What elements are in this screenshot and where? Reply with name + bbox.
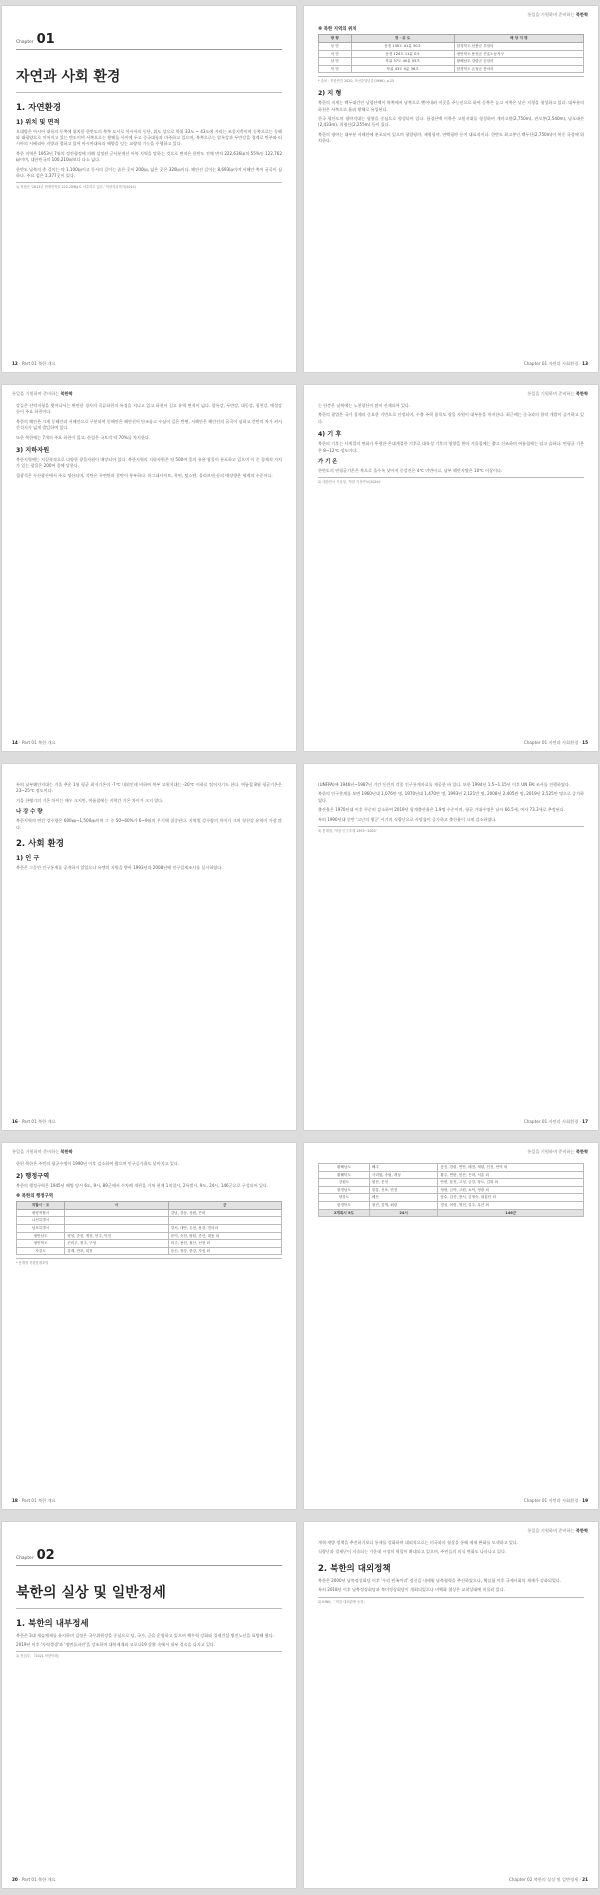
section-heading: 2. 북한의 대외정책 bbox=[318, 1563, 391, 1574]
page-17 bbox=[304, 764, 598, 1130]
paragraph: 북한의 광업은 국가 경제의 중요한 기반으로 인정되며, 수출 주력 품목도 광물 자원이 대부분을 차지한다. 최근에는 중국과의 합작 개발이 증가하고 있다. bbox=[318, 412, 584, 424]
table-header: 해 당 지 명 bbox=[454, 35, 583, 43]
table-row: 자강도 강계, 만포, 희천 동신, 장강, 중강, 자성 외 bbox=[17, 1247, 282, 1255]
table-row: 동 단 동경 130도 41분 50초 함경북도 선봉군 우암리 bbox=[319, 43, 584, 51]
running-header: 통일을 기원하며 준비하는 북한학 bbox=[12, 391, 73, 396]
section-heading: 2. 사회 환경 bbox=[16, 839, 64, 850]
page-footer: 14 · Part 01 북한 개요 bbox=[12, 740, 56, 745]
page-footer: Chapter 01 자연과 사회환경 · 19 bbox=[523, 1498, 588, 1503]
table-caption: ※ 북한의 행정구역 bbox=[16, 1193, 54, 1199]
page-content bbox=[318, 782, 584, 1114]
subsection-heading: 4) 기 후 bbox=[318, 431, 342, 439]
table-row: 북 단 북위 43도 0분 36초 함경북도 온성군 풍서리 bbox=[319, 65, 584, 73]
table-row: 나선특별시 bbox=[17, 1217, 282, 1225]
chapter-label: Chapter 02 bbox=[16, 1548, 55, 1563]
paragraph: 겨울 한랭기의 기온 차이는 매우 크지만, 여름철에는 지역간 기온 차이가 크지 않다. bbox=[16, 797, 164, 803]
paragraph: 한반도 남북의 총 길이는 약 1,100㎞이고 동서의 길이는 좁은 곳이 200㎞, 넓은 곳은 320㎞이다. 해안선 길이는 8,693㎞이며 서해안 쪽이 굴곡이 심하다. 주요 섬은 1,377곳이 있다. bbox=[16, 166, 282, 178]
page-content bbox=[318, 24, 584, 356]
chapter-rule bbox=[16, 49, 282, 50]
page-content bbox=[318, 1161, 584, 1493]
page-21 bbox=[304, 1522, 598, 1888]
table-row: 강원도 원산, 문천 안변, 통천, 고성, 금강, 창도, 김화 외 bbox=[319, 1179, 584, 1187]
paragraph: 오대양은 아시아 대륙의 동쪽에 위치한 한반도의 북쪽 도시로 아시아의 동단, 위도 상으로 북위 33도 ~ 43도에 자리는 조종지축이며 동쪽으로는 동해와 태평양으로 이어지고 있는 반도이며 서쪽으로는 황해를 사이에 두고 중국대륙과 마주하고 있으며, 북쪽으로는 압록강과 두만강을 경계로 만주와 러시아의 시베리아 지방과 접하고 있어 아시아대륙과 해양을 잇는 교량적 기능을 수행하고 있다. bbox=[16, 128, 282, 147]
page-footer: Chapter 01 자연과 사회환경 · 13 bbox=[523, 361, 588, 366]
paragraph: 출산율은 1970년대 이후 꾸준히 감소하여 2019년 합계출산율은 1.9명 수준이며, 평균 기대수명은 남자 66.5세, 여자 73.3세로 추정된다. bbox=[318, 807, 565, 813]
spread-3 bbox=[0, 758, 600, 1137]
page-footer: Chapter 01 자연과 사회환경 · 15 bbox=[523, 740, 588, 745]
page-footer: 20 · Part 01 북한 개요 bbox=[12, 1877, 56, 1882]
page-19 bbox=[304, 1143, 598, 1509]
paragraph: 개혁·개방 정책을 추진하기보다 통제를 강화하며 대외적으로는 미국과의 협상을 통해 제재 완화를 모색하고 있다. bbox=[318, 1540, 519, 1545]
page-footer: 18 · Part 01 북한 개요 bbox=[12, 1498, 56, 1503]
page-content bbox=[16, 1540, 282, 1872]
subsection-heading: 1) 인 구 bbox=[16, 855, 40, 863]
spread-2 bbox=[0, 379, 600, 758]
paragraph: 북한은 그동안 인구통계를 공개하지 않았으나 유엔의 지원을 받아 1993년과 2008년에 인구일제조사를 실시하였다. bbox=[16, 865, 223, 871]
running-header: 통일을 기원하며 준비하는 북한학 bbox=[12, 1149, 73, 1154]
paragraph: 특히 남부해안지대는 겨울 추운 1월 평균 최저기온이 -7℃ 내외인데 비하여 북부 고원지대는 -20℃ 이하로 떨어지기도 한다. 여름철 8월 평균기온은 23~25℃ 정도이다. bbox=[16, 782, 282, 794]
page-20 bbox=[2, 1522, 296, 1888]
section-heading: 1. 북한의 내부정세 bbox=[16, 1618, 89, 1629]
paragraph: 한국 평안도의 평야지대는 평양을 중심으로 형성되어 있다. 함경산맥 이북은 고원지대를 형성하며 개마고원(2,750m), 관모봉(2,540m), 남포태산(2,433m), 희령산(2,255m) 등이 있다. bbox=[318, 115, 584, 128]
chapter-title: 자연과 사회 환경 bbox=[16, 69, 121, 85]
page-14 bbox=[2, 385, 296, 751]
subsection-heading: 3) 지하자원 bbox=[16, 447, 50, 455]
paragraph: 북한의 지세는 백두대간인 낭림산맥이 북쪽에서 남쪽으로 뻗어내려 이곳을 주능선으로 하여 동쪽은 높고 서쪽은 낮은 지형을 형성하고 있다. 대부분의 하천은 서쪽으로 흘러 황해로 유입된다. bbox=[318, 100, 584, 112]
table-total-row: 2개특시 9도 24시 146군 bbox=[319, 1209, 584, 1217]
spread-5 bbox=[0, 1516, 600, 1895]
page-16 bbox=[2, 764, 296, 1130]
table-row: 평안남도 평성, 순천, 개천, 안주, 덕천 문덕, 숙천, 평원, 증산, 대동 외 bbox=[17, 1232, 282, 1240]
paragraph: 북한 지역은 1953년 7월의 정전협정에 의해 설정된 군사분계선 이북 지역을 말하는 것으로 면적은 한반도 전체 면적 222,636㎢의 55%인 122,762㎢이며, 대한민국의 100,210㎢보다 다소 넓다. bbox=[16, 150, 282, 163]
title-rule bbox=[16, 92, 282, 93]
running-header: 통일을 기원하며 준비하는 북한학 bbox=[527, 1149, 588, 1154]
running-header: 통일을 기원하며 준비하는 북한학 bbox=[527, 12, 588, 17]
paragraph: 특히 2018년 이후 남북정상회담과 북미정상회담이 개최되었으나 비핵화 협상은 교착상태에 머물러 있다. bbox=[318, 1587, 505, 1593]
paragraph: 북한의 기후는 사계절의 변화가 뚜렷한 온대계절풍 기후로 대륙성 기후의 영향을 받아 겨울철에는 춥고 건조하며 여름철에는 덥고 습하다. 연평균 기온은 8~12℃ 정도이다. bbox=[318, 441, 584, 453]
table-header: 시 bbox=[65, 1201, 169, 1209]
title-rule bbox=[16, 1608, 282, 1609]
page-content bbox=[16, 403, 282, 735]
paragraph: 한반도의 연평균기온은 북으로 올수록 낮아져 중강진은 4℃ 미만이고, 남부 해안지방은 10℃ 이상이다. bbox=[318, 468, 503, 474]
admin-division-table-continued bbox=[318, 1163, 584, 1217]
admin-division-table bbox=[16, 1201, 282, 1256]
table-row: 평안북도 신의주, 정주, 구성 의주, 용천, 철산, 선천 외 bbox=[17, 1240, 282, 1248]
table-header: 군 bbox=[168, 1201, 281, 1209]
table-note: * 통계청 북한통계포털 bbox=[16, 1258, 282, 1266]
minor-heading: 가 기 온 bbox=[318, 459, 338, 466]
page-content bbox=[318, 1540, 584, 1872]
table-row: 남 단 북위 37도 40분 55초 황해남도 강령군 등암리 bbox=[319, 58, 584, 66]
paragraph: 강들은 산악지형을 벗어나서는 완만한 경사의 곡류하천의 특징을 지니고 있고 하천이 길고 유역 면적이 넓다. 압록강, 두만강, 대동강, 청천강, 예성강 등이 주요 하천이다. bbox=[16, 403, 282, 415]
page-18 bbox=[2, 1143, 296, 1509]
subsection-heading: 2) 지 형 bbox=[318, 90, 342, 98]
chapter-label: Chapter 01 bbox=[16, 32, 55, 47]
table-row: 함경북도 청진, 김책, 회령 경성, 어랑, 명천, 길주, 무산 외 bbox=[319, 1201, 584, 1209]
table-header: 경 · 위 도 bbox=[351, 35, 454, 43]
page-footer: Chapter 02 북한의 실상 및 일반정세 · 21 bbox=[508, 1877, 588, 1882]
table-row: 서 단 동경 124도 11분 0초 평안북도 용천군 진흥노동자구 bbox=[319, 50, 584, 58]
page-content bbox=[16, 24, 282, 356]
table-header: 방 향 bbox=[319, 35, 352, 43]
page-footer: 16 · Part 01 북한 개요 bbox=[12, 1119, 56, 1124]
table-row: 양강도 혜산 삼수, 갑산, 풍서, 김정숙, 대홍단 외 bbox=[319, 1194, 584, 1202]
running-header: 통일을 기원하며 준비하는 북한학 bbox=[527, 391, 588, 396]
paragraph: 북한은 2000년 남북정상회담 이후 '우리 민족끼리' 정신을 내세워 남북협력을 추진하였으나, 핵실험 이후 국제사회의 제재가 강화되었다. bbox=[318, 1577, 562, 1583]
paragraph: 북한의 행정구역은 1945년 해방 당시 6도, 9시, 89군에서 수차례 개편을 거쳐 현재 1직할시, 2특별시, 9도, 24시, 146군으로 구성되어 있다. bbox=[16, 1183, 269, 1189]
table-row: 황해남도 해주 옹진, 강령, 연안, 배천, 재령, 신천, 안악 외 bbox=[319, 1164, 584, 1172]
page-13 bbox=[304, 6, 598, 372]
table-header: 직할시 · 도 bbox=[17, 1201, 65, 1209]
page-content bbox=[16, 1161, 282, 1493]
subsection-heading: 1) 위치 및 면적 bbox=[16, 118, 60, 126]
page-12 bbox=[2, 6, 296, 372]
paragraph: 식량난과 경제난이 지속되는 가운데 시장의 역할이 확대되고 있으며, 주민들의 의식 변화도 나타나고 있다. bbox=[318, 1549, 507, 1555]
paragraph: (UNFPA)에 1946년~1987년 기간 동안의 각종 인구통계자료를 제공한 바 있다. 또한 1994년 1.5~1.15년 이후 UN FAI 조사를 진행하였다. bbox=[318, 782, 571, 787]
page-footer: 12 · Part 01 북한 개요 bbox=[12, 361, 56, 366]
table-row: 함경남도 함흥, 신포, 단천 정평, 금야, 고원, 요덕, 영광 외 bbox=[319, 1186, 584, 1194]
paragraph: 북한의 평야는 대부분 서해안에 분포되어 있으며 평양평야, 재령평야, 연백평야 등이 대표적이다. 한반도 최고봉인 백두산(2,750m)이 북중 국경에 위치한다. bbox=[318, 131, 584, 144]
footnote: 2) 대한민국 기상청, '북한 기상연보(2020)' bbox=[318, 477, 584, 485]
paragraph: 북한은 3대 세습체제를 유지하며 김정은 국무위원장을 중심으로 당, 국가, 군을 운영하고 있으며 핵무력 강화와 경제건설 병진노선을 표방해 왔다. bbox=[16, 1632, 274, 1638]
table-row: 남포특별시 강서, 대안, 온천, 용강, 천리마 bbox=[17, 1225, 282, 1233]
footnote: 1) 통일부, 『2021 북한이해』 bbox=[16, 1651, 282, 1659]
page-content bbox=[318, 403, 584, 735]
table-row: 황해북도 사리원, 송림, 개성 황주, 연탄, 봉산, 은파, 서흥 외 bbox=[319, 1171, 584, 1179]
paragraph: 북한지역의 연간 강수량은 600㎜~1,500㎜이며 그 중 50~60%가 6~9월의 우기에 집중된다. 지역별 강수량의 차이가 크며 청천강 유역이 가장 많다. bbox=[16, 818, 282, 830]
paragraph: 2019년 이후 '자력갱생'과 '정면돌파전'을 강조하며 대북제재와 코로나19 상황 속에서 내부 결속을 다지고 있다. bbox=[16, 1641, 216, 1647]
chapter-title: 북한의 실상 및 일반정세 bbox=[16, 1585, 166, 1601]
footnote: 3) 통계청, '북한 인구추계 1993~2055' bbox=[318, 826, 584, 834]
subsection-heading: 2) 행정구역 bbox=[16, 1173, 50, 1181]
paragraph: 북한의 인구총계를 보면 1960년대 1,076만 명, 1970년대 1,470만 명, 1993년 2,121만 명, 2008년 2,405만 명, 2019년 2,525만 명으로 증가하였다. bbox=[318, 791, 584, 803]
paragraph: 철광석은 무산광산에서 주로 생산되며, 석탄은 무연탄과 갈탄이 풍부하다. 마그네사이트, 흑연, 텅스텐, 몰리브덴 등의 매장량은 세계적 수준이다. bbox=[16, 472, 273, 478]
footnote: 2) KINU, 「북한 대외관계 동향」 bbox=[318, 1597, 584, 1605]
page-footer: Chapter 01 자연과 사회환경 · 17 bbox=[523, 1119, 588, 1124]
paragraph: 또한 북한에는 7개의 주요 하천이 있고, 산림은 국토의 약 70%를 차지한다. bbox=[16, 434, 151, 440]
table-note: * 출처 : 북한연감 2020, 조선중앙년감(1996), p.25 bbox=[318, 76, 584, 84]
chapter-rule bbox=[16, 1565, 282, 1566]
paragraph: 북한의 해안은 크게 동해안과 서해안으로 구분되며 동해안은 해안선이 단조롭고 수심이 깊은 반면, 서해안은 해안선의 굴곡이 심하고 간만의 차가 커서 간석지가 넓게 발달하여 있다. bbox=[16, 418, 282, 431]
page-15 bbox=[304, 385, 598, 751]
page-content bbox=[16, 782, 282, 1114]
location-table bbox=[318, 34, 584, 73]
paragraph: 는 단층은 남북에는 노천광산이 많이 산재되어 있다. bbox=[318, 403, 411, 408]
minor-heading: 나 강 수 량 bbox=[16, 809, 43, 816]
section-heading: 1. 자연환경 bbox=[16, 102, 61, 113]
spread-1 bbox=[0, 0, 600, 379]
table-caption: ※ 북한 지역의 위치 bbox=[318, 27, 357, 32]
paragraph: 특히 1990년대 중반 '고난의 행군' 시기의 식량난으로 사망률이 증가하고 출산율이 크게 감소하였다. bbox=[318, 816, 497, 822]
spread-4 bbox=[0, 1137, 600, 1516]
table-row: 평양직할시 강남, 강동, 상원, 은파 bbox=[17, 1209, 282, 1217]
paragraph: 북한지역에는 지질학적으로 다양한 광물자원이 매장되어 있다. 북한지역의 지하자원은 약 500여 종의 유용 광물이 분포하고 있으며 이 중 경제적 가치가 있는 광물은 200여 종에 달한다. bbox=[16, 457, 282, 469]
footnote: 1) 북한은 '2013년 현재면적을 222,209㎢로 서술하고 있다.' 북한지리학자(2014) bbox=[16, 182, 282, 190]
running-header: 통일을 기원하며 준비하는 북한학 bbox=[527, 1528, 588, 1533]
paragraph: 한편 북한은 주민의 평균수명이 1990년 이후 감소하여 왔으며 인구증가율도 낮아지고 있다. bbox=[16, 1161, 180, 1166]
